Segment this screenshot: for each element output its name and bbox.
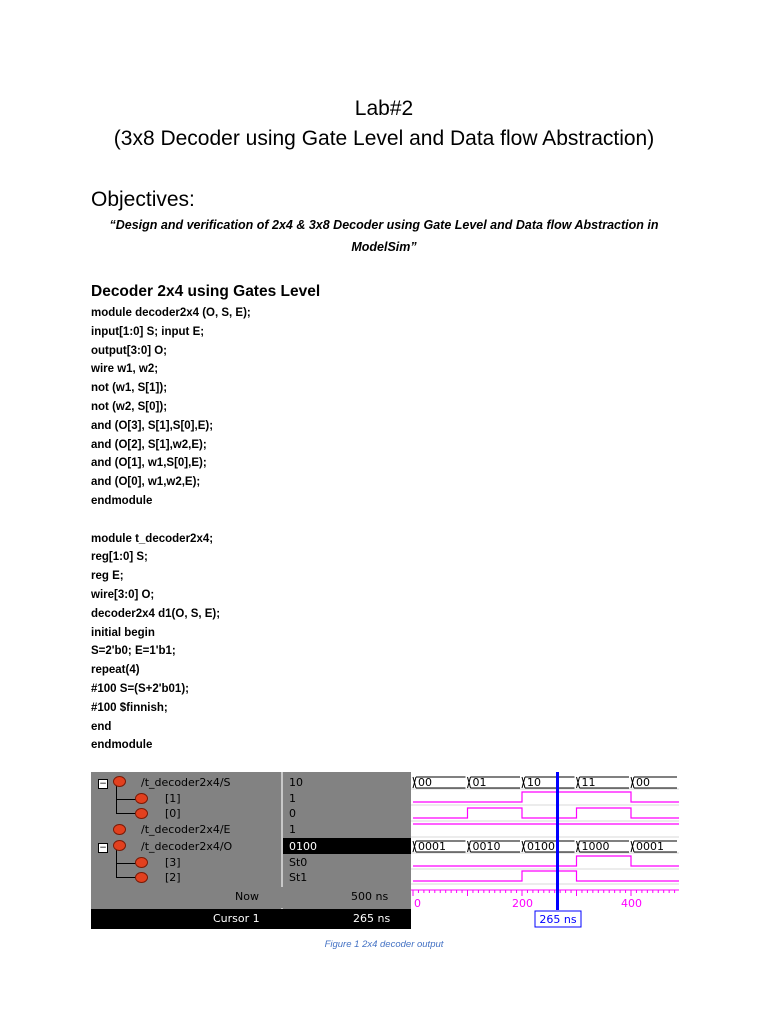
signal-icon: [135, 872, 148, 883]
code-line: reg E;: [91, 570, 124, 583]
tree-line: [116, 786, 117, 814]
trace-O3: [413, 856, 679, 866]
code-line: and (O[0], w1,w2,E);: [91, 476, 201, 489]
time-tick-label: 0: [414, 897, 421, 910]
bus-value-label: 1000: [581, 840, 610, 853]
bus-value-label: 0100: [527, 840, 555, 853]
signal-name[interactable]: [0]: [165, 807, 181, 820]
bus-value-label: 11: [581, 776, 596, 789]
now-label: Now: [235, 890, 259, 903]
code-line: output[3:0] O;: [91, 344, 168, 357]
collapse-icon[interactable]: −: [99, 843, 107, 853]
signal-value: 1: [289, 792, 296, 805]
trace-O2: [413, 871, 679, 881]
signal-name[interactable]: [2]: [165, 871, 181, 884]
signal-name[interactable]: /t_decoder2x4/E: [141, 823, 231, 836]
code-line: not (w2, S[0]);: [91, 400, 168, 413]
code-line: and (O[1], w1,S[0],E);: [91, 457, 207, 470]
code-line: S=2'b0; E=1'b1;: [91, 645, 176, 658]
bus-value-label: 10: [527, 776, 541, 789]
collapse-icon[interactable]: −: [99, 779, 107, 789]
code-line: #100 $finnish;: [91, 701, 168, 714]
signal-icon: [135, 793, 148, 804]
code-line: endmodule: [91, 739, 153, 752]
signal-value: St1: [289, 871, 308, 884]
code-line: [91, 511, 251, 530]
trace-S0: [413, 808, 679, 818]
signal-value: 10: [289, 776, 303, 789]
signal-name[interactable]: [1]: [165, 792, 181, 805]
bus-value-label: 00: [636, 776, 650, 789]
code-line: wire[3:0] O;: [91, 588, 155, 601]
code-line: input[1:0] S; input E;: [91, 325, 205, 338]
tree-line: [116, 813, 136, 814]
code-line: initial begin: [91, 626, 155, 639]
code-line: module t_decoder2x4;: [91, 532, 214, 545]
signal-icon: [135, 808, 148, 819]
time-tick-label: 400: [621, 897, 642, 910]
code-line: module decoder2x4 (O, S, E);: [91, 307, 251, 319]
signal-value: 1: [289, 823, 296, 836]
tree-line: [116, 850, 117, 878]
cursor-value: 265 ns: [353, 912, 391, 925]
signal-name[interactable]: [3]: [165, 856, 181, 869]
signal-icon: [113, 776, 126, 787]
code-line: and (O[2], S[1],w2,E);: [91, 438, 207, 451]
bus-value-label: 00: [418, 776, 432, 789]
tree-line: [116, 863, 136, 864]
code-line: repeat(4): [91, 664, 140, 677]
trace-S1: [413, 792, 679, 802]
tree-line: [116, 799, 136, 800]
now-row: [91, 887, 411, 908]
now-value: 500 ns: [351, 890, 389, 903]
bus-value-label: 0001: [636, 840, 664, 853]
cursor-line[interactable]: [556, 772, 559, 910]
signal-name[interactable]: /t_decoder2x4/S: [141, 776, 231, 789]
lab-subtitle: (3x8 Decoder using Gate Level and Data flow Abstraction): [113, 127, 655, 150]
cursor-flag-label: 265 ns: [539, 913, 577, 926]
objective-text-line1: “Design and verification of 2x4 & 3x8 Decoder using Gate Level and Data flow Abstraction in: [109, 218, 659, 232]
signal-value: 0: [289, 807, 296, 820]
bus-value-label: 01: [472, 776, 487, 789]
figure-caption: Figure 1 2x4 decoder output: [324, 939, 444, 950]
objectives-heading: Objectives:: [91, 188, 195, 211]
signal-value: 0100: [289, 840, 317, 853]
section-heading: Decoder 2x4 using Gates Level: [91, 283, 321, 300]
cursor-label: Cursor 1: [213, 912, 260, 925]
objective-text-line2: ModelSim”: [351, 240, 417, 254]
waveform-plot[interactable]: [411, 772, 679, 929]
signal-value: St0: [289, 856, 308, 869]
code-line: end: [91, 720, 112, 733]
signal-icon: [113, 824, 126, 835]
tree-line: [116, 877, 136, 878]
signal-name[interactable]: /t_decoder2x4/O: [141, 840, 233, 853]
time-tick-label: 200: [512, 897, 533, 910]
code-line: reg[1:0] S;: [91, 551, 148, 564]
cursor-row[interactable]: [91, 909, 411, 929]
code-listing: [91, 304, 251, 755]
waveform-window: [91, 772, 679, 929]
bus-value-label: 0001: [418, 840, 446, 853]
signal-icon: [135, 857, 148, 868]
code-line: not (w1, S[1]);: [91, 382, 168, 395]
code-line: endmodule: [91, 494, 153, 507]
bus-value-label: 0010: [472, 840, 501, 853]
code-line: and (O[3], S[1],S[0],E);: [91, 419, 214, 432]
signal-icon: [113, 840, 126, 851]
code-line: decoder2x4 d1(O, S, E);: [91, 607, 221, 620]
code-line: #100 S=(S+2'b01);: [91, 682, 189, 695]
code-line: wire w1, w2;: [91, 363, 159, 376]
lab-title: Lab#2: [354, 97, 414, 120]
